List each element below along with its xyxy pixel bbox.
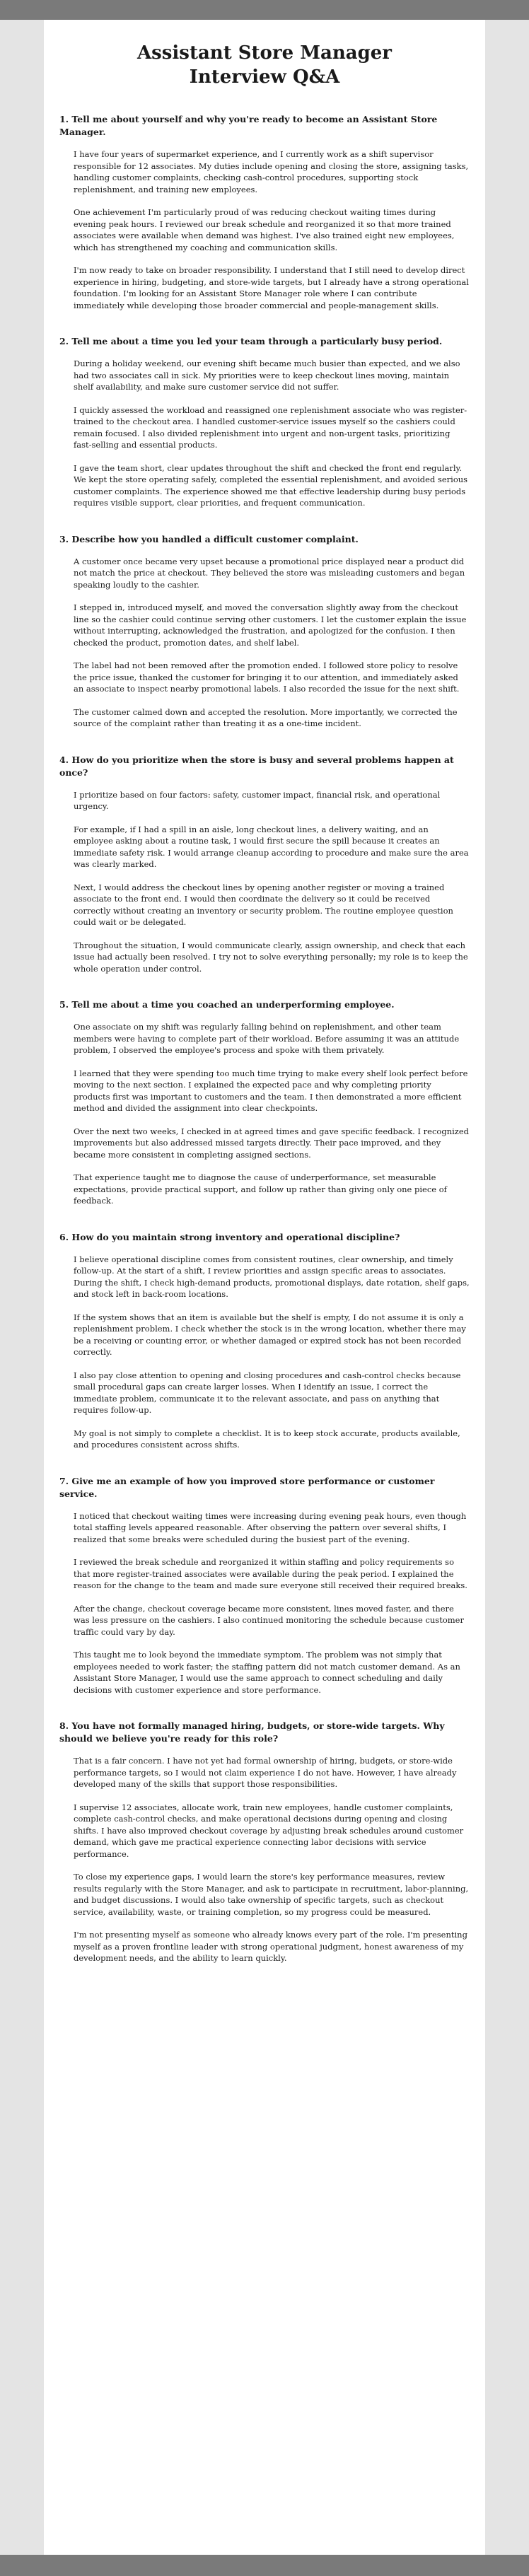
answer-paragraph: After the change, checkout coverage became more consistent, lines moved faster, and there was less pressure on the cashiers. I also continued monitoring the schedule because customer traffic could vary by day. xyxy=(74,1603,464,1637)
question-heading: 1. Tell me about yourself and why you're ready to become an Assistant Store Manager. xyxy=(59,114,438,137)
answer-paragraph: I'm now ready to take on broader responsibility. I understand that I still need to develop direct experience in hiring, budgeting, and store-wide targets, but I already have a strong operational foundation. I'm looking for an Assistant Store Manager role where I can contribute immediately while developing those broader commercial and people-management skills. xyxy=(74,265,469,310)
answer-paragraph: To close my experience gaps, I would learn the store's key performance measures, review results regularly with the Store Manager, and ask to participate in recruitment, labor-planning, and budget discussions. I would also take ownership of specific targets, such as checkout service, availability, waste, or training completion, so my progress could be measured. xyxy=(74,1872,469,1917)
answer-paragraph: I believe operational discipline comes from consistent routines, clear ownership, and timely follow-up. At the start of a shift, I review priorities and assign specific areas to associates. During the shift, I check high-demand products, promotional displays, date rotation, shelf gaps, and stock left in back-room locations. xyxy=(74,1254,470,1299)
document-page xyxy=(44,20,485,2555)
question-heading: 3. Describe how you handled a difficult customer complaint. xyxy=(59,533,359,544)
answer-paragraph: For example, if I had a spill in an aisle, long checkout lines, a delivery waiting, and an employee asking about a routine task, I would first secure the spill because it creates an immediate safety risk. I would arrange cleanup according to procedure and make sure the area was clearly marked. xyxy=(74,824,469,869)
qa-item xyxy=(59,998,470,1207)
qa-item xyxy=(59,1231,470,1451)
question-heading: 4. How do you prioritize when the store is busy and several problems happen at once? xyxy=(59,754,454,778)
answer-paragraph: I gave the team short, clear updates throughout the shift and checked the front end regularly. We kept the store operating safely, completed the essential replenishment, and avoided serious customer complaints. The experience showed me that effective leadership during busy periods requires visible support, clear priorities, and frequent communication. xyxy=(74,462,468,508)
answer-body xyxy=(59,358,470,509)
answer-body xyxy=(59,148,470,311)
answer-body xyxy=(59,789,470,975)
answer-paragraph: A customer once became very upset because a promotional price displayed near a product did not match the price at checkout. They believed the store was misleading customers and began speaking loudly to the cashier. xyxy=(74,556,465,590)
answer-body xyxy=(59,1021,470,1207)
answer-paragraph: I'm not presenting myself as someone who already knows every part of the role. I'm presenting myself as a proven frontline leader with strong operational judgment, honest awareness of my development needs, and the ability to learn quickly. xyxy=(74,1930,467,1963)
answer-paragraph: I reviewed the break schedule and reorganized it within staffing and policy requirements so that more register-trained associates were available during the peak period. I explained the reason for the change to the team and made sure everyone still received their required breaks. xyxy=(74,1557,467,1590)
bottom-bar xyxy=(0,2555,529,2576)
answer-paragraph: During a holiday weekend, our evening shift became much busier than expected, and we also had two associates call in sick. My priorities were to keep checkout lines moving, maintain shelf availability, and make sure customer service did not suffer. xyxy=(74,359,460,392)
answer-body xyxy=(59,1510,470,1696)
answer-paragraph: That experience taught me to diagnose the cause of underperformance, set measurable expectations, provide practical support, and follow up rather than giving only one piece of feedback. xyxy=(74,1172,447,1206)
qa-item xyxy=(59,533,470,730)
qa-item xyxy=(59,1720,470,1964)
qa-list xyxy=(59,113,470,1964)
answer-paragraph: Over the next two weeks, I checked in at agreed times and gave specific feedback. I recognized improvements but also addressed missed targets directly. Their pace improved, and they became more consistent in completing assigned sections. xyxy=(74,1126,470,1160)
question-heading: 7. Give me an example of how you improved store performance or customer service. xyxy=(59,1475,435,1499)
document-title: Assistant Store Manager Interview Q&A xyxy=(136,42,392,88)
question-heading: 2. Tell me about a time you led your team through a particularly busy period. xyxy=(59,336,443,346)
answer-paragraph: I noticed that checkout waiting times were increasing during evening peak hours, even though total staffing levels appeared reasonable. After observing the pattern over several shifts, I realized that some breaks were scheduled during the busiest part of the evening. xyxy=(74,1510,467,1544)
answer-paragraph: One achievement I'm particularly proud of was reducing checkout waiting times during evening peak hours. I reviewed our break schedule and reorganized it so that more trained associates were available when demand was highest. I've also trained eight new employees, which has strengthened my coaching and communication skills. xyxy=(74,207,455,252)
question-heading: 8. You have not formally managed hiring, budgets, or store-wide targets. Why should we believe you're ready for this role? xyxy=(59,1720,445,1744)
qa-item xyxy=(59,754,470,975)
answer-paragraph: I prioritize based on four factors: safety, customer impact, financial risk, and operational urgency. xyxy=(74,789,441,811)
qa-item xyxy=(59,113,470,311)
answer-paragraph: I stepped in, introduced myself, and moved the conversation slightly away from the checkout line so the cashier could continue serving other customers. I let the customer explain the issue without interrupting, acknowledged the frustration, and apologized for the confusion. I then checked the product, promotion dates, and shelf label. xyxy=(74,602,467,648)
answer-paragraph: I supervise 12 associates, allocate work, train new employees, handle customer complaints, complete cash-control checks, and make operational decisions during opening and closing shifts. I have also improved checkout coverage by adjusting break schedules around customer demand, which gave me practical experience connecting labor decisions with service performance. xyxy=(74,1802,464,1859)
answer-paragraph: I have four years of supermarket experience, and I currently work as a shift supervisor responsible for 12 associates. My duties include opening and closing the store, assigning tasks, handling customer complaints, checking cash-control procedures, supporting stock replenishment, and training new employees. xyxy=(74,149,469,194)
answer-body xyxy=(59,556,470,730)
qa-item xyxy=(59,335,470,509)
answer-paragraph: My goal is not simply to complete a checklist. It is to keep stock accurate, products available, and procedures consistent across shifts. xyxy=(74,1428,460,1450)
answer-paragraph: One associate on my shift was regularly falling behind on replenishment, and other team members were having to complete part of their workload. Before assuming it was an attitude problem, I observed the employee's process and spoke with them privately. xyxy=(74,1022,460,1055)
answer-paragraph: The label had not been removed after the promotion ended. I followed store policy to resolve the price issue, thanked the customer for bringing it to our attention, and immediately asked an associate to inspect nearby promotional labels. I also recorded the issue for the next shift. xyxy=(74,660,460,694)
answer-paragraph: I quickly assessed the workload and reassigned one replenishment associate who was register-trained to the checkout area. I handled customer-service issues myself so the cashiers could remain focused. I also divided replenishment into urgent and non-urgent tasks, prioritizing fast-selling and essential products. xyxy=(74,404,467,450)
answer-paragraph: I learned that they were spending too much time trying to make every shelf look perfect before moving to the next section. I explained the expected pace and why completing priority products first was important to customers and the team. I then demonstrated a more efficient method and divided the assignment into clear checkpoints. xyxy=(74,1068,468,1113)
answer-paragraph: That is a fair concern. I have not yet had formal ownership of hiring, budgets, or store-wide performance targets, so I would not claim experience I do not have. However, I have already developed many of the skills that support those responsibilities. xyxy=(74,1756,457,1789)
top-bar xyxy=(0,0,529,20)
qa-item xyxy=(59,1475,470,1696)
question-heading: 6. How do you maintain strong inventory and operational discipline? xyxy=(59,1231,400,1242)
answer-body xyxy=(59,1755,470,1964)
answer-paragraph: Throughout the situation, I would communicate clearly, assign ownership, and check that each issue had actually been resolved. I try not to solve everything personally; my role is to keep the whole operation under control. xyxy=(74,940,468,974)
answer-paragraph: Next, I would address the checkout lines by opening another register or moving a trained associate to the front end. I would then coordinate the delivery so it could be received correctly without creating an inventory or security problem. The routine employee question could wait or be delegated. xyxy=(74,882,453,927)
answer-paragraph: The customer calmed down and accepted the resolution. More importantly, we corrected the source of the complaint rather than treating it as a one-time incident. xyxy=(74,706,458,728)
answer-paragraph: This taught me to look beyond the immediate symptom. The problem was not simply that employees needed to work faster; the staffing pattern did not match customer demand. As an Assistant Store Manager, I would use the same approach to connect scheduling and daily decisions with customer experience and store performance. xyxy=(74,1650,460,1695)
answer-body xyxy=(59,1254,470,1451)
answer-paragraph: I also pay close attention to opening and closing procedures and cash-control checks because small procedural gaps can create larger losses. When I identify an issue, I correct the immediate problem, communicate it to the relevant associate, and pass on anything that requires follow-up. xyxy=(74,1370,461,1415)
question-heading: 5. Tell me about a time you coached an underperforming employee. xyxy=(59,999,395,1010)
answer-paragraph: If the system shows that an item is available but the shelf is empty, I do not assume it is only a replenishment problem. I check whether the stock is in the wrong location, whether there may be a receiving or counting error, or whether damaged or expired stock has not been recorded correctly. xyxy=(74,1312,466,1357)
